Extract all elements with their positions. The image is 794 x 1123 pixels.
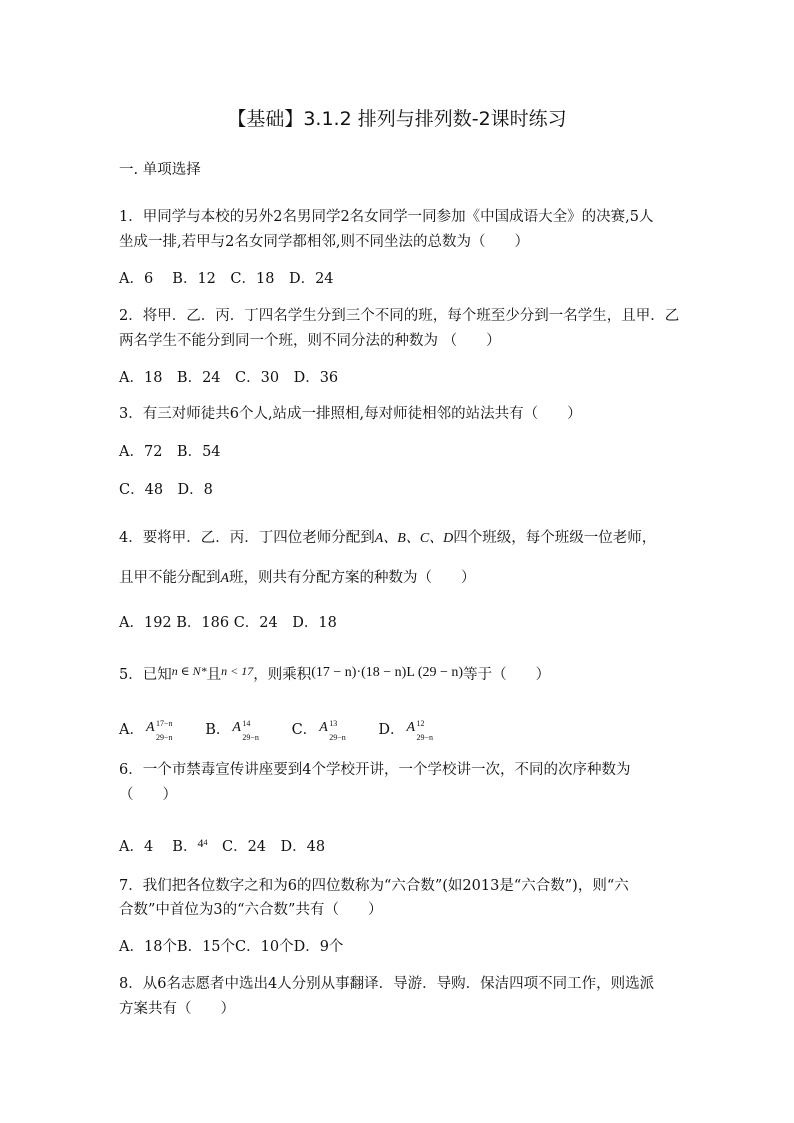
- question-3-line-1: 3．有三对师徒共6个人,站成一排照相,每对师徒相邻的站法共有（ ）: [119, 406, 582, 422]
- option-b-label: B．: [205, 722, 231, 738]
- question-4-text-c: 且甲不能分配到: [119, 570, 221, 586]
- question-6-options-a: A．4 B．: [119, 839, 198, 855]
- page-title: 【基础】3.1.2 排列与排列数-2课时练习: [227, 108, 567, 130]
- power-exponent: 4: [203, 838, 208, 848]
- question-5-options: [119, 714, 433, 740]
- question-4-text-a: 4．要将甲．乙．丙．丁四位老师分配到: [119, 530, 375, 546]
- question-7-options: A．18个B．15个C．10个D．9个: [119, 939, 344, 955]
- question-5-text-c: ，则乘积: [253, 667, 312, 683]
- question-4-line-2: [119, 568, 476, 589]
- class-letters-math: A、B、C、D: [374, 531, 454, 546]
- condition-n-in-n-star: n ∈ N*: [171, 664, 207, 678]
- question-4-line-1: [119, 528, 656, 549]
- question-6-line-1: 6．一个市禁毒宣传讲座要到4个学校开讲，一个学校讲一次，不同的次序种数为: [119, 762, 631, 778]
- question-6-options: [119, 833, 325, 857]
- question-4-text-b: 四个班级，每个班级一位老师，: [453, 530, 657, 546]
- product-expression: (17 − n)·(18 − n)L (29 − n): [311, 665, 464, 680]
- condition-n-less-17: n < 17: [221, 664, 254, 678]
- question-7-line-2: 合数”中首位为3的“六合数”共有（ ）: [119, 902, 383, 918]
- class-a-math: A: [220, 571, 230, 586]
- question-1-line-2: 坐成一排,若甲与2名女同学都相邻,则不同坐法的总数为（ ）: [119, 234, 529, 250]
- question-4-options: A．192 B．186 C．24 D．18: [119, 615, 337, 631]
- question-2-options: A．18 B．24 C．30 D．36: [119, 370, 339, 386]
- question-3-options-2: C．48 D．8: [119, 482, 213, 498]
- option-b-permutation: A 14 29−n: [232, 719, 259, 742]
- power-base: 4: [197, 836, 204, 850]
- option-d-label: D．: [378, 722, 405, 738]
- option-c-label: C．: [291, 722, 318, 738]
- question-8-line-1: 8．从6名志愿者中选出4人分别从事翻译．导游．导购．保洁四项不同工作，则选派: [119, 976, 655, 992]
- option-d-permutation: A 12 29−n: [406, 719, 434, 742]
- question-6-options-b: C．24 D．48: [207, 839, 326, 855]
- option-c-permutation: A 13 29−n: [319, 719, 346, 742]
- question-5-line-1: [119, 661, 550, 685]
- question-3-options-1: A．72 B．54: [119, 444, 221, 460]
- question-1-line-1: 1．甲同学与本校的另外2名男同学2名女同学一同参加《中国成语大全》的决赛,5人: [119, 209, 654, 225]
- question-1-options: A．6 B．12 C．18 D．24: [119, 271, 334, 287]
- option-a-permutation: A 17−n 29−n: [145, 719, 173, 742]
- question-4-text-d: 班，则共有分配方案的种数为（ ）: [229, 570, 476, 586]
- question-2-line-1: 2．将甲．乙．丙．丁四名学生分到三个不同的班，每个班至少分到一名学生，且甲．乙: [119, 308, 680, 324]
- question-5-text-a: 5．已知: [119, 667, 172, 683]
- question-5-text-d: 等于（ ）: [463, 667, 551, 683]
- question-8-line-2: 方案共有（ ）: [119, 1001, 235, 1017]
- section-heading: 一. 单项选择: [119, 162, 201, 178]
- question-7-line-1: 7．我们把各位数字之和为6的四位数称为“六合数”(如2013是“六合数”)，则“六: [119, 878, 629, 894]
- question-6-line-2: （ ）: [119, 787, 177, 803]
- option-a-label: A．: [119, 722, 144, 738]
- question-5-text-b: 且: [206, 667, 222, 683]
- question-2-line-2: 两名学生不能分到同一个班，则不同分法的种数为 （ ）: [119, 333, 501, 349]
